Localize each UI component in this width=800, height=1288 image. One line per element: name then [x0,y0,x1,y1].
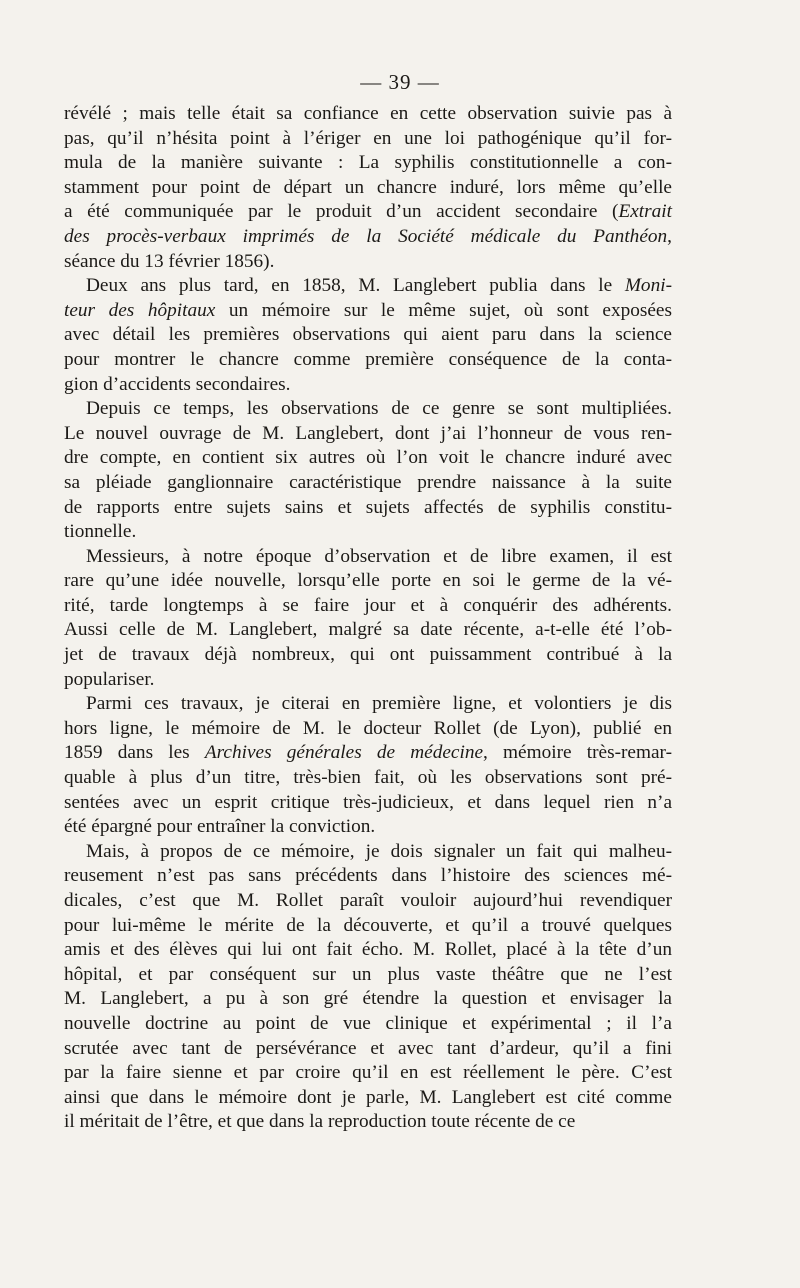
body-text [64,102,672,1135]
text-line [64,200,672,225]
text-run: pour montrer le chancre comme première conséquence de la conta- [64,348,672,370]
text-run: Deux ans plus tard, en 1858, M. Langlebert publia dans le [86,275,625,297]
text-line [64,1110,672,1135]
text-run: dre compte, en contient six autres où l’on voit le chancre induré avec [64,447,672,469]
text-line [64,151,672,176]
text-line [64,741,672,766]
text-line [64,668,672,693]
text-line [64,176,672,201]
text-run: par la faire sienne et par croire qu’il en est réellement le père. C’est [64,1062,672,1084]
text-run: dicales, c’est que M. Rollet paraît vouloir aujourd’hui revendiquer [64,890,672,911]
text-line [64,643,672,668]
text-run: Messieurs, à notre époque d’observation et de libre examen, il est [86,545,672,567]
text-line [64,963,672,988]
text-line [64,618,672,643]
text-run: a été communiquée par le produit d’un accident secondaire ( [64,201,619,223]
text-run: rare qu’une idée nouvelle, lorsqu’elle porte en soi le germe de la vé- [64,570,672,592]
text-run: scrutée avec tant de persévérance et avec tant d’ardeur, qu’il a fini [64,1037,672,1059]
paragraph [64,274,672,397]
text-run: ainsi que dans le mémoire dont je parle, M. Langlebert est cité comme [64,1086,672,1108]
text-line [64,397,672,422]
text-run: mula de la manière suivante : La syphilis constitutionnelle a con- [64,152,672,174]
text-run: été épargné pour entraîner la conviction. [64,816,376,838]
text-run: gion d’accidents secondaires. [64,373,291,395]
italic-text: Archives générales de médecine [204,742,484,764]
text-line [64,987,672,1012]
text-line [64,299,672,324]
text-line [64,422,672,447]
text-line [64,520,672,545]
text-line [64,250,672,275]
text-run: hôpital, et par conséquent sur un plus vaste théâtre que ne l’est [64,963,672,985]
text-run: M. Langlebert, a pu à son gré étendre la question et envisager la [64,988,672,1010]
text-run: pas, qu’il n’hésita point à l’ériger en une loi pathogénique qu’il for- [64,127,672,149]
text-line [64,323,672,348]
text-line [64,274,672,299]
italic-text: des procès-verbaux imprimés de la Société médicale du Panthéon [64,225,668,247]
text-run: Depuis ce temps, les observations de ce genre se sont multipliées. [86,398,672,420]
italic-text: Moni- [624,275,672,297]
text-run: révélé ; mais telle était sa confiance en cette observation suivie pas à [64,103,672,124]
text-run: populariser. [64,668,155,690]
text-line [64,569,672,594]
text-line [64,446,672,471]
text-run: quable à plus d’un titre, très-bien fait, où les observations sont pré- [64,767,672,789]
paragraph [64,102,672,274]
text-run: sentées avec un esprit critique très-judicieux, et dans lequel rien n’a [64,791,672,813]
text-run: Le nouvel ouvrage de M. Langlebert, dont j’ai l’honneur de vous ren- [64,422,672,444]
italic-text: teur des hôpitaux [64,299,216,321]
text-run: Parmi ces travaux, je citerai en première ligne, et volontiers je dis [86,693,672,715]
text-run: sa pléiade ganglionnaire caractéristique prendre naissance à la suite [64,471,672,493]
text-run: hors ligne, le mémoire de M. le docteur Rollet (de Lyon), publié en [64,717,672,739]
text-line [64,471,672,496]
text-run: , mémoire très-remar- [483,742,672,764]
text-line [64,1086,672,1111]
text-run: jet de travaux déjà nombreux, qui ont puissamment contribué à la [64,644,672,666]
text-line [64,225,672,250]
text-run: reusement n’est pas sans précédents dans l’histoire des sciences mé- [64,865,672,887]
paragraph [64,840,672,1135]
text-run: , [667,225,672,247]
text-line [64,1012,672,1037]
text-run: stamment pour point de départ un chancre induré, lors même qu’elle [64,176,672,198]
paragraph [64,692,672,840]
text-line [64,127,672,152]
text-line [64,692,672,717]
text-run: un mémoire sur le même sujet, où sont exposées [215,299,672,321]
paragraph [64,397,672,545]
text-run: Mais, à propos de ce mémoire, je dois signaler un fait qui malheu- [86,840,672,862]
text-run: 1859 dans les [64,742,205,764]
text-run: il méritait de l’être, et que dans la reproduction toute récente de ce [64,1111,576,1133]
text-run: nouvelle doctrine au point de vue clinique et expérimental ; il l’a [64,1012,672,1034]
text-run: amis et des élèves qui lui ont fait écho. M. Rollet, placé à la tête d’un [64,939,672,961]
text-line [64,889,672,914]
text-run: rité, tarde longtemps à se faire jour et à conquérir des adhérents. [64,594,672,616]
text-line [64,766,672,791]
text-line [64,102,672,127]
italic-text: Extrait [618,201,672,223]
text-line [64,348,672,373]
text-line [64,1061,672,1086]
text-line [64,496,672,521]
text-run: pour lui-même le mérite de la découverte, et qu’il a trouvé quelques [64,914,672,936]
text-line [64,840,672,865]
text-line [64,938,672,963]
text-line [64,545,672,570]
text-run: de rapports entre sujets sains et sujets affectés de syphilis constitu- [64,496,672,518]
text-run: Aussi celle de M. Langlebert, malgré sa date récente, a-t-elle été l’ob- [64,619,672,641]
text-run: séance du 13 février 1856). [64,250,275,272]
text-line [64,864,672,889]
text-run: avec détail les premières observations qui aient paru dans la science [64,324,672,346]
text-line [64,594,672,619]
paragraph [64,545,672,693]
text-line [64,717,672,742]
text-line [64,373,672,398]
page-number: — 39 — [360,70,440,94]
text-line [64,791,672,816]
text-line [64,914,672,939]
text-line [64,815,672,840]
text-line [64,1037,672,1062]
text-run: tionnelle. [64,521,137,543]
